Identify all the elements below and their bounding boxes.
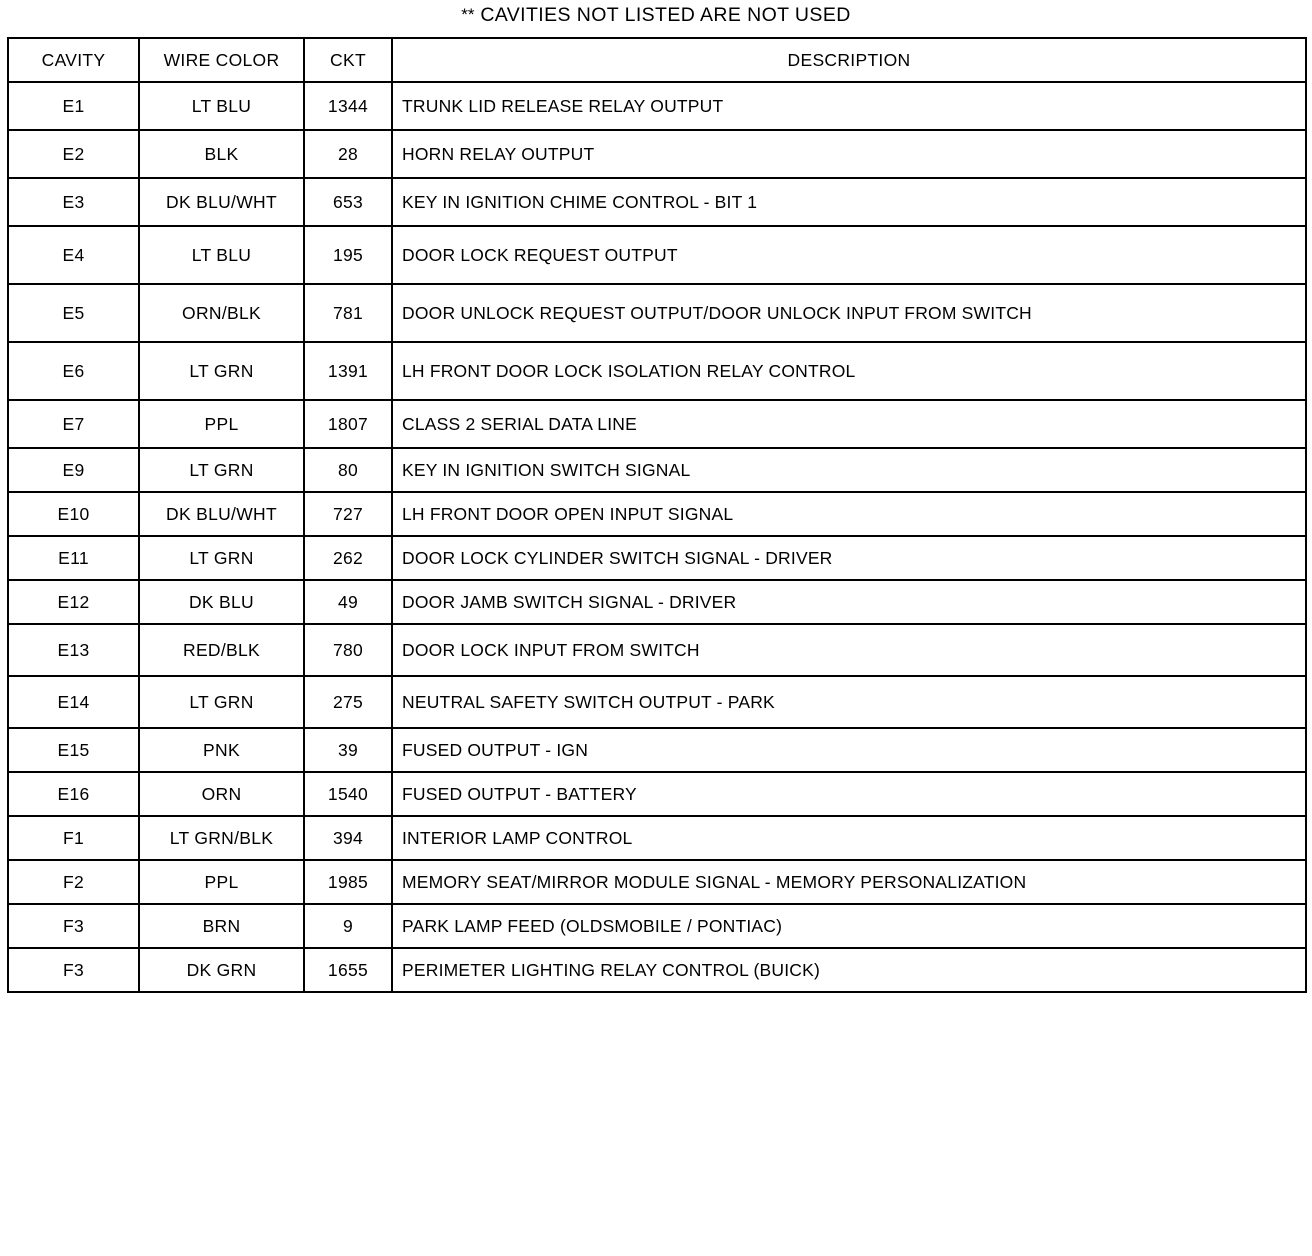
table-row — [8, 130, 1306, 178]
cell-cavity: E13 — [8, 624, 139, 676]
table-row — [8, 492, 1306, 536]
connector-pinout-table — [7, 37, 1307, 993]
table-row — [8, 536, 1306, 580]
table-row — [8, 624, 1306, 676]
cell-cavity: E6 — [8, 342, 139, 400]
cell-wire-color: LT GRN — [139, 342, 304, 400]
cell-wire-color: BRN — [139, 904, 304, 948]
cell-cavity: E14 — [8, 676, 139, 728]
table-row — [8, 448, 1306, 492]
cell-cavity: F3 — [8, 948, 139, 992]
cell-wire-color: DK BLU/WHT — [139, 178, 304, 226]
cell-description: NEUTRAL SAFETY SWITCH OUTPUT - PARK — [392, 676, 1306, 728]
cell-ckt: 780 — [304, 624, 392, 676]
cell-wire-color: LT GRN — [139, 536, 304, 580]
cell-wire-color: LT BLU — [139, 82, 304, 130]
cell-wire-color: DK BLU/WHT — [139, 492, 304, 536]
cell-ckt: 781 — [304, 284, 392, 342]
cell-description: KEY IN IGNITION SWITCH SIGNAL — [392, 448, 1306, 492]
cell-ckt: 1344 — [304, 82, 392, 130]
table-row — [8, 676, 1306, 728]
cell-ckt: 727 — [304, 492, 392, 536]
cell-cavity: E11 — [8, 536, 139, 580]
cell-wire-color: LT GRN — [139, 448, 304, 492]
table-body — [8, 82, 1306, 992]
table-row — [8, 178, 1306, 226]
cell-wire-color: ORN — [139, 772, 304, 816]
cell-description: HORN RELAY OUTPUT — [392, 130, 1306, 178]
table-row — [8, 772, 1306, 816]
cell-wire-color: PNK — [139, 728, 304, 772]
cell-cavity: E3 — [8, 178, 139, 226]
cell-wire-color: ORN/BLK — [139, 284, 304, 342]
table-row — [8, 860, 1306, 904]
cell-description: PARK LAMP FEED (OLDSMOBILE / PONTIAC) — [392, 904, 1306, 948]
cell-ckt: 1985 — [304, 860, 392, 904]
table-row — [8, 904, 1306, 948]
cell-cavity: E16 — [8, 772, 139, 816]
cell-description: DOOR JAMB SWITCH SIGNAL - DRIVER — [392, 580, 1306, 624]
cell-ckt: 262 — [304, 536, 392, 580]
cell-cavity: E10 — [8, 492, 139, 536]
cell-description: LH FRONT DOOR LOCK ISOLATION RELAY CONTROL — [392, 342, 1306, 400]
column-header-cavity: CAVITY — [8, 38, 139, 82]
cell-cavity: E2 — [8, 130, 139, 178]
cell-wire-color: BLK — [139, 130, 304, 178]
column-header-wire-color: WIRE COLOR — [139, 38, 304, 82]
cell-ckt: 1540 — [304, 772, 392, 816]
cell-cavity: E12 — [8, 580, 139, 624]
table-header — [8, 38, 1306, 82]
cell-ckt: 9 — [304, 904, 392, 948]
cell-ckt: 80 — [304, 448, 392, 492]
cell-ckt: 195 — [304, 226, 392, 284]
cell-wire-color: LT GRN/BLK — [139, 816, 304, 860]
cell-ckt: 653 — [304, 178, 392, 226]
cell-description: INTERIOR LAMP CONTROL — [392, 816, 1306, 860]
table-row — [8, 284, 1306, 342]
column-header-ckt: CKT — [304, 38, 392, 82]
cell-cavity: F3 — [8, 904, 139, 948]
cell-ckt: 1807 — [304, 400, 392, 448]
table-row — [8, 226, 1306, 284]
cell-description: LH FRONT DOOR OPEN INPUT SIGNAL — [392, 492, 1306, 536]
cell-ckt: 28 — [304, 130, 392, 178]
cell-description: CLASS 2 SERIAL DATA LINE — [392, 400, 1306, 448]
cell-description: DOOR UNLOCK REQUEST OUTPUT/DOOR UNLOCK INPUT FROM SWITCH — [392, 284, 1306, 342]
table-row — [8, 342, 1306, 400]
cell-description: KEY IN IGNITION CHIME CONTROL - BIT 1 — [392, 178, 1306, 226]
table-row — [8, 816, 1306, 860]
cell-cavity: E9 — [8, 448, 139, 492]
table-row — [8, 82, 1306, 130]
cell-ckt: 49 — [304, 580, 392, 624]
table-row — [8, 728, 1306, 772]
table-row — [8, 948, 1306, 992]
cell-wire-color: DK GRN — [139, 948, 304, 992]
cell-description: DOOR LOCK CYLINDER SWITCH SIGNAL - DRIVER — [392, 536, 1306, 580]
table-row — [8, 400, 1306, 448]
cell-cavity: E15 — [8, 728, 139, 772]
cell-wire-color: PPL — [139, 860, 304, 904]
cell-cavity: E7 — [8, 400, 139, 448]
cell-description: MEMORY SEAT/MIRROR MODULE SIGNAL - MEMORY PERSONALIZATION — [392, 860, 1306, 904]
cell-wire-color: RED/BLK — [139, 624, 304, 676]
cell-cavity: F1 — [8, 816, 139, 860]
cell-wire-color: LT BLU — [139, 226, 304, 284]
footnote-text: CAVITIES NOT LISTED ARE NOT USED — [480, 4, 851, 26]
cell-ckt: 1391 — [304, 342, 392, 400]
cell-wire-color: PPL — [139, 400, 304, 448]
cell-wire-color: LT GRN — [139, 676, 304, 728]
header-row — [8, 38, 1306, 82]
cell-cavity: E4 — [8, 226, 139, 284]
cell-ckt: 394 — [304, 816, 392, 860]
cell-description: FUSED OUTPUT - IGN — [392, 728, 1306, 772]
column-header-description: DESCRIPTION — [392, 38, 1306, 82]
cell-cavity: F2 — [8, 860, 139, 904]
cell-description: FUSED OUTPUT - BATTERY — [392, 772, 1306, 816]
cell-cavity: E1 — [8, 82, 139, 130]
asterisk-marker: ** — [461, 5, 475, 24]
table-row — [8, 580, 1306, 624]
cell-ckt: 275 — [304, 676, 392, 728]
cell-description: DOOR LOCK REQUEST OUTPUT — [392, 226, 1306, 284]
cell-description: PERIMETER LIGHTING RELAY CONTROL (BUICK) — [392, 948, 1306, 992]
cell-description: TRUNK LID RELEASE RELAY OUTPUT — [392, 82, 1306, 130]
cell-description: DOOR LOCK INPUT FROM SWITCH — [392, 624, 1306, 676]
cell-ckt: 39 — [304, 728, 392, 772]
cell-cavity: E5 — [8, 284, 139, 342]
cell-ckt: 1655 — [304, 948, 392, 992]
footnote-cavities-not-used — [0, 0, 1312, 37]
cell-wire-color: DK BLU — [139, 580, 304, 624]
